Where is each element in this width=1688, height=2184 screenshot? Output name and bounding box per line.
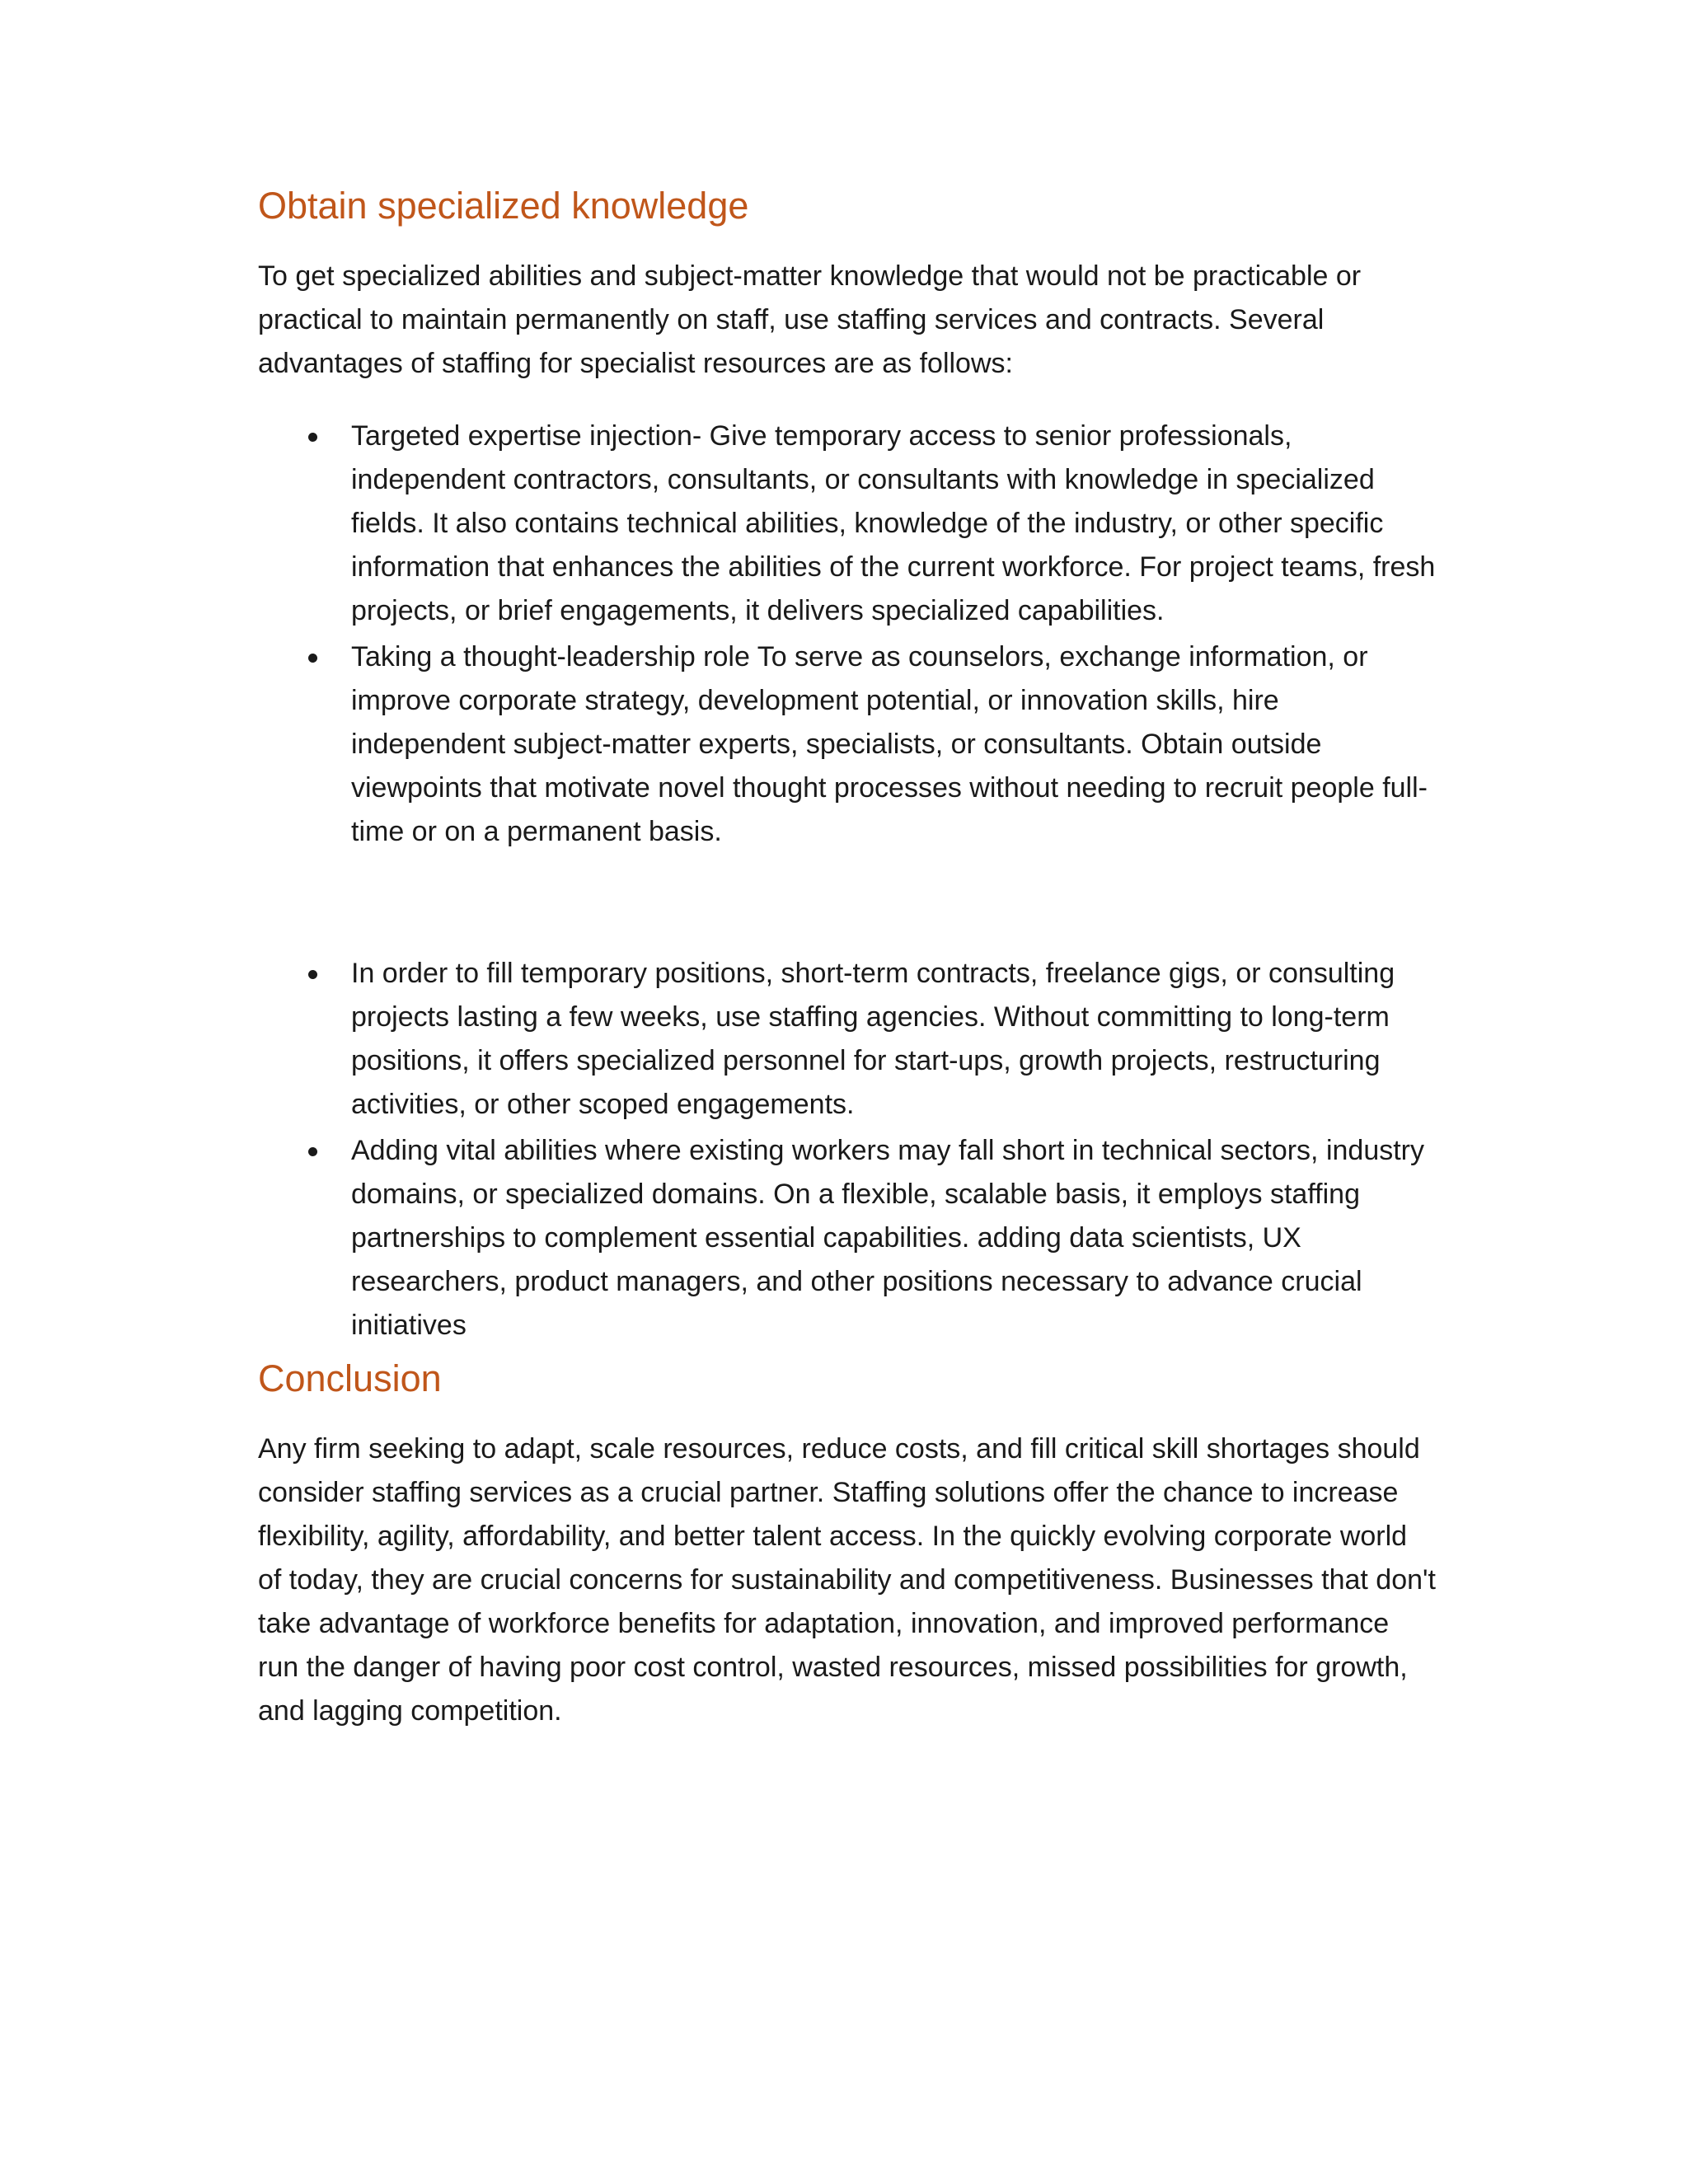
bullet-icon	[308, 654, 317, 663]
list-item-text: Taking a thought-leadership role To serve as counselors, exchange information, or improve corporate strategy, development potential, or innovation skills, hire independent subject-matter experts, specialists, or consultants. Obtain outside viewpoints that motivate novel thought processes without needing to recruit people full-time or on a permanent basis.	[351, 641, 1428, 847]
conclusion-paragraph: Any firm seeking to adapt, scale resources, reduce costs, and fill critical skill shortages should consider staffing services as a crucial partner. Staffing solutions offer the chance to increase flexibility, agility, affordability, and better talent access. In the quickly evolving corporate world of today, they are crucial concerns for sustainability and competitiveness. Businesses that don't take advantage of workforce benefits for adaptation, innovation, and improved performance run the danger of having poor cost control, wasted resources, missed possibilities for growth, and lagging competition.	[258, 1433, 1436, 1727]
list-item	[258, 415, 1437, 633]
list-item	[258, 952, 1437, 1127]
list-item	[258, 1129, 1437, 1347]
bullet-list-1	[258, 415, 1437, 854]
bullet-icon	[308, 433, 317, 442]
bullet-icon	[308, 970, 317, 979]
section-heading-conclusion: Conclusion	[258, 1357, 442, 1399]
list-item	[258, 635, 1437, 854]
bullet-icon	[308, 1147, 317, 1156]
list-item-text: Targeted expertise injection- Give temporary access to senior professionals, independent contractors, consultants, or consultants with knowledge in specialized fields. It also contains technical abilities, knowledge of the industry, or other specific information that enhances the abilities of the current workforce. For project teams, fresh projects, or brief engagements, it delivers specialized capabilities.	[351, 420, 1436, 626]
bullet-list-2	[258, 952, 1437, 1347]
list-item-text: In order to fill temporary positions, short-term contracts, freelance gigs, or consulting projects lasting a few weeks, use staffing agencies. Without committing to long-term positions, it offers specialized personnel for start-ups, growth projects, restructuring activities, or other scoped engagements.	[351, 958, 1395, 1120]
intro-paragraph: To get specialized abilities and subject-matter knowledge that would not be practicable or practical to maintain permanently on staff, use staffing services and contracts. Several advantages of staffing for specialist resources are as follows:	[258, 260, 1362, 379]
list-item-text: Adding vital abilities where existing workers may fall short in technical sectors, industry domains, or specialized domains. On a flexible, scalable basis, it employs staffing partnerships to complement essential capabilities. adding data scientists, UX researchers, product managers, and other positions necessary to advance crucial initiatives	[351, 1135, 1424, 1341]
section-heading-specialized-knowledge: Obtain specialized knowledge	[258, 185, 749, 227]
page-content	[258, 183, 1437, 1733]
